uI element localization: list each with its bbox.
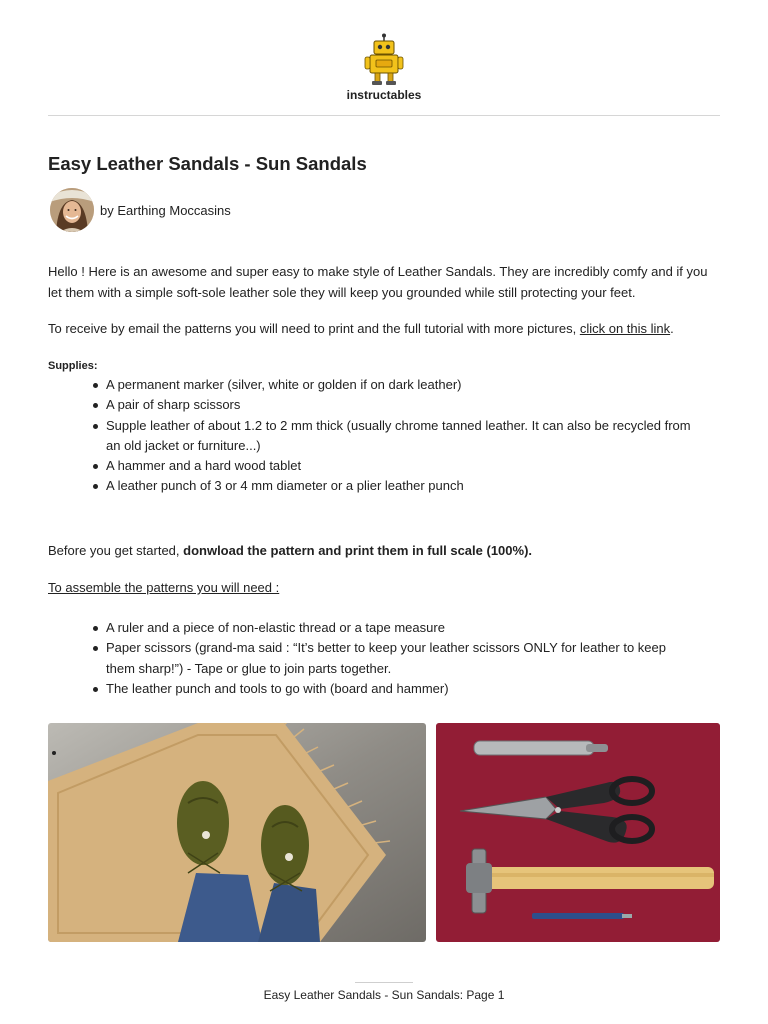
before-paragraph	[48, 541, 720, 562]
email-text: To receive by email the patterns you will need to print and the full tutorial with more pictures,	[48, 321, 580, 336]
list-item: The leather punch and tools to go with (board and hammer)	[106, 679, 696, 699]
list-item: A leather punch of 3 or 4 mm diameter or a plier leather punch	[106, 476, 706, 496]
assemble-heading	[48, 578, 720, 599]
header-divider	[48, 115, 720, 116]
before-bold-text: donwload the pattern and print them in full scale (100%).	[183, 543, 533, 558]
list-item: A ruler and a piece of non-elastic thread or a tape measure	[106, 618, 696, 638]
list-item: A pair of sharp scissors	[106, 395, 706, 415]
list-item: A hammer and a hard wood tablet	[106, 456, 706, 476]
list-item: Paper scissors (grand-ma said : “It’s better to keep your leather scissors ONLY for leather to keep them sharp!”) - Tape or glue to join parts together.	[106, 638, 696, 679]
author-byline[interactable]: by Earthing Moccasins	[100, 203, 231, 218]
article-title: Easy Leather Sandals - Sun Sandals	[48, 153, 367, 174]
site-name[interactable]: instructables	[346, 88, 422, 102]
assemble-list	[106, 618, 696, 699]
page-footer: Easy Leather Sandals - Sun Sandals: Page 1	[263, 988, 505, 1002]
robot-logo-icon[interactable]	[362, 33, 406, 87]
tools-photo[interactable]	[436, 723, 720, 942]
list-item: A permanent marker (silver, white or golden if on dark leather)	[106, 375, 706, 395]
before-text: Before you get started,	[48, 543, 184, 558]
supplies-list	[106, 375, 706, 497]
sandals-photo[interactable]	[48, 723, 426, 942]
email-paragraph	[48, 319, 720, 340]
supplies-heading: Supplies:	[48, 360, 98, 372]
intro-paragraph: Hello ! Here is an awesome and super easy to make style of Leather Sandals. They are incredibly comfy and if you let them with a simple soft-sole leather sole they will keep you grounded while still protecting your feet.	[48, 264, 708, 300]
author-avatar[interactable]	[50, 188, 94, 232]
list-item: Supple leather of about 1.2 to 2 mm thick (usually chrome tanned leather. It can also be recycled from an old jacket or furniture...)	[106, 416, 706, 457]
assemble-heading-text: To assemble the patterns you will need :	[48, 580, 280, 595]
footer-divider	[355, 982, 413, 983]
email-end: .	[670, 321, 674, 336]
patterns-link[interactable]: click on this link	[579, 321, 671, 336]
page-header	[0, 0, 768, 116]
